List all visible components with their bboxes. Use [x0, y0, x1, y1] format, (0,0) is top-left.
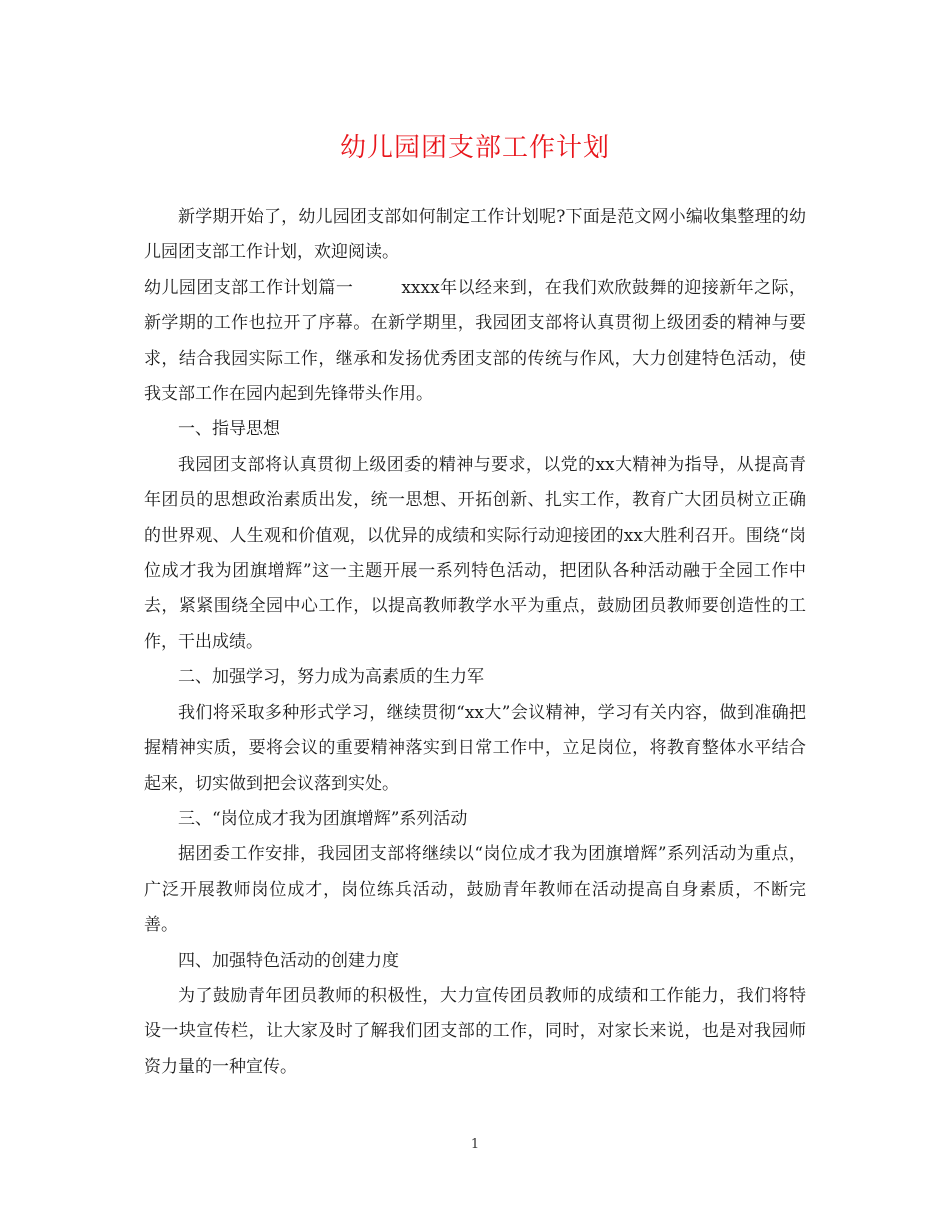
page-number: 1 — [470, 1137, 480, 1152]
section-heading: 四、加强特色活动的创建力度 — [178, 950, 399, 971]
intro-paragraph: 新学期开始了，幼儿园团支部如何制定工作计划呢?下面是范文网小编收集整理的幼儿园团支部工作计划，欢迎阅读。 — [144, 207, 806, 263]
section-heading: 二、加强学习，努力成为高素质的生力军 — [178, 667, 484, 688]
section-paragraph: 我们将采取多种形式学习，继续贯彻“xx大”会议精神，学习有关内容，做到准确把握精神实质，要将会议的重要精神落实到日常工作中，立足岗位，将教育整体水平结合起来，切实做到把会议落到实处。 — [144, 702, 806, 794]
document-title: 幼儿园团支部工作计划 — [339, 133, 610, 163]
document-body — [144, 200, 806, 1085]
section-paragraph: 为了鼓励青年团员教师的积极性，大力宣传团员教师的成绩和工作能力，我们将特设一块宣传栏，让大家及时了解我们团支部的工作，同时，对家长来说，也是对我园师资力量的一种宣传。 — [144, 985, 806, 1077]
section-paragraph: 我园团支部将认真贯彻上级团委的精神与要求，以党的xx大精神为指导，从提高青年团员的思想政治素质出发，统一思想、开拓创新、扎实工作，教育广大团员树立正确的世界观、人生观和价值观，以优异的成绩和实际行动迎接团的xx大胜利召开。围绕“岗位成才我为团旗增辉”这一主题开展一系列特色活动，把团队各种活动融于全园工作中去，紧紧围绕全园中心工作，以提高教师教学水平为重点，鼓励团员教师要创造性的工作，干出成绩。 — [144, 454, 806, 652]
part-one-text: xxxx年以经来到，在我们欢欣鼓舞的迎接新年之际，新学期的工作也拉开了序幕。在新学期里，我园团支部将认真贯彻上级团委的精神与要求，结合我园实际工作，继承和发扬优秀团支部的传统与作风，大力创建特色活动，使我支部工作在园内起到先锋带头作用。 — [144, 277, 806, 405]
part-label: 幼儿园团支部工作计划篇一 — [144, 277, 354, 298]
section-paragraph: 据团委工作安排，我园团支部将继续以“岗位成才我为团旗增辉”系列活动为重点，广泛开展教师岗位成才，岗位练兵活动，鼓励青年教师在活动提高自身素质，不断完善。 — [144, 844, 806, 936]
part-one-paragraph — [144, 271, 806, 413]
section-heading: 一、指导思想 — [178, 419, 280, 440]
section-heading: 三、“岗位成才我为团旗增辉”系列活动 — [178, 808, 468, 829]
